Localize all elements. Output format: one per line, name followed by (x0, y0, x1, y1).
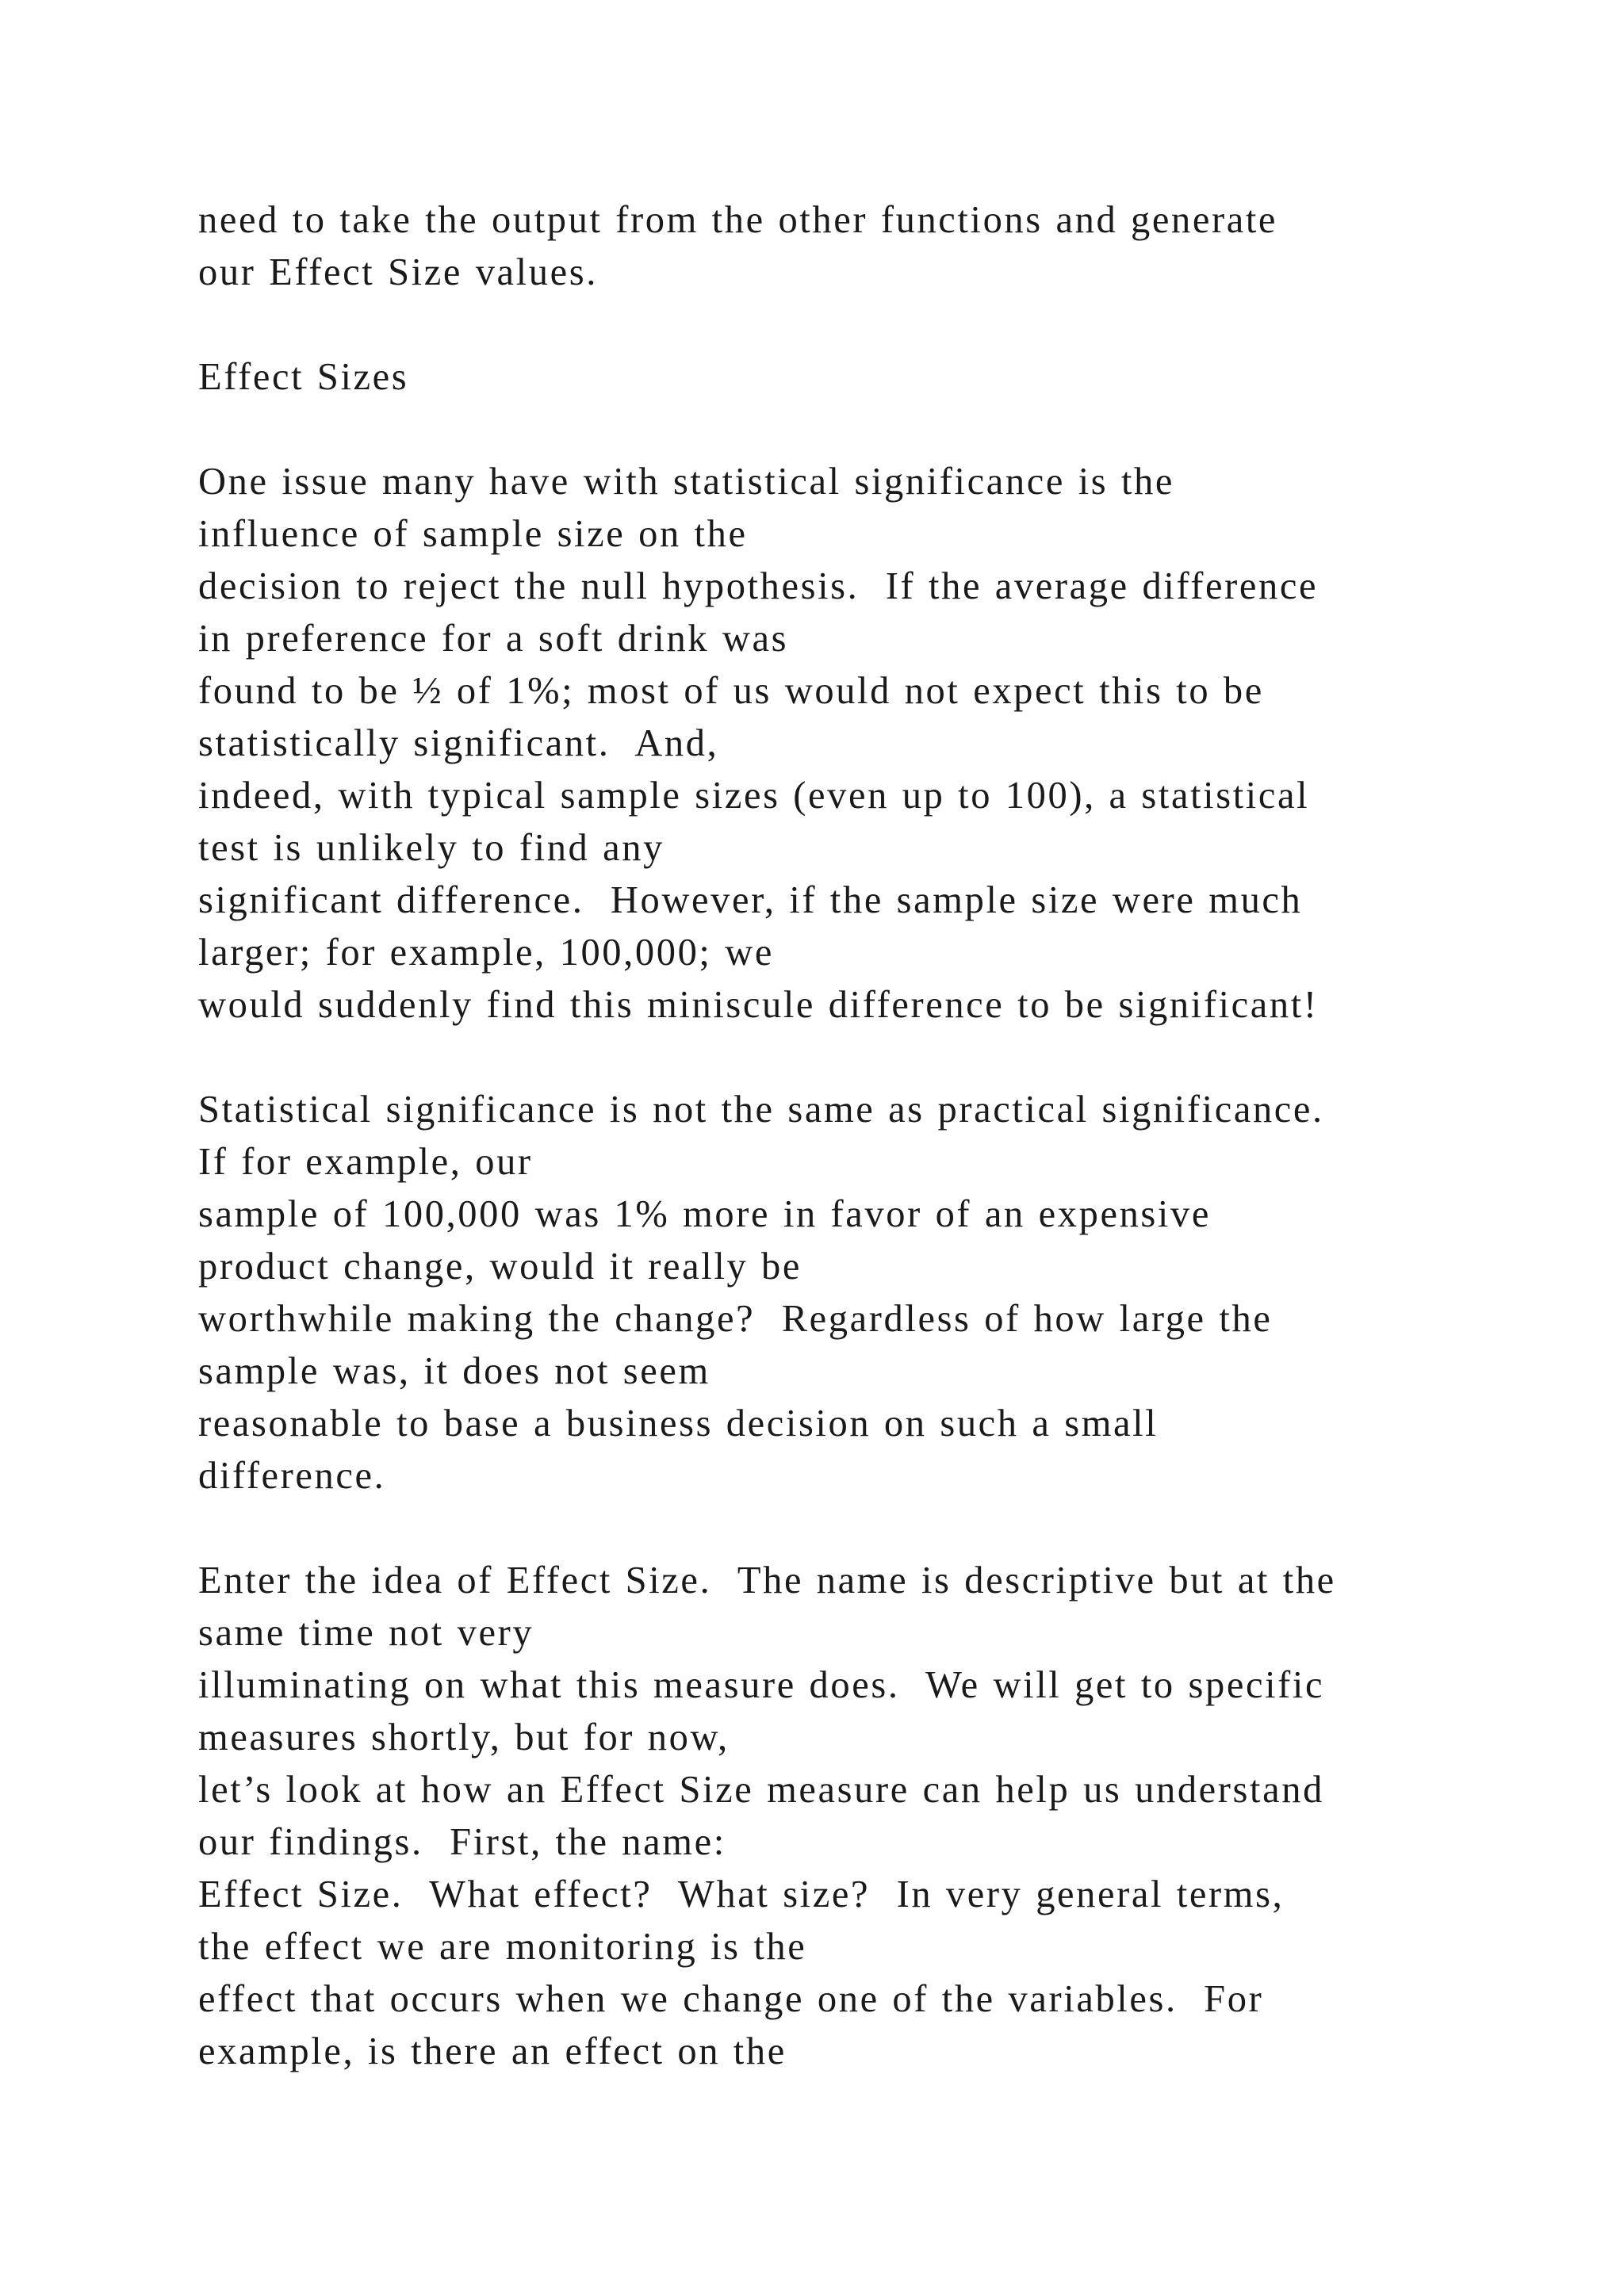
text-line: product change, would it really be (198, 1246, 802, 1288)
text-line: illuminating on what this measure does. We will get to specific (198, 1664, 1325, 1706)
text-line: Enter the idea of Effect Size. The name is descriptive but at the (198, 1559, 1336, 1601)
text-line: One issue many have with statistical significance is the (198, 461, 1175, 503)
text-line: larger; for example, 100,000; we (198, 932, 774, 974)
text-line: difference. (198, 1455, 386, 1497)
text-line: indeed, with typical sample sizes (even up to 100), a statistical (198, 775, 1310, 817)
text-line: Effect Size. What effect? What size? In very general terms, (198, 1873, 1285, 1915)
text-line: sample was, it does not seem (198, 1350, 710, 1392)
text-line: significant difference. However, if the sample size were much (198, 879, 1303, 921)
text-line: need to take the output from the other functions and generate (198, 199, 1278, 241)
paragraph-3 (198, 1555, 1507, 2078)
paragraph-spacer (198, 1502, 1507, 1555)
paragraph-spacer (198, 404, 1507, 456)
paragraph-2 (198, 1084, 1507, 1502)
text-line: found to be ½ of 1%; most of us would not expect this to be (198, 670, 1264, 712)
text-line: influence of sample size on the (198, 513, 748, 555)
text-line: in preference for a soft drink was (198, 618, 789, 660)
paragraph-spacer (198, 1031, 1507, 1084)
text-line: our Effect Size values. (198, 251, 598, 293)
text-line: our findings. First, the name: (198, 1821, 726, 1863)
text-line: let’s look at how an Effect Size measure can help us understand (198, 1769, 1324, 1811)
text-line: would suddenly find this miniscule difference to be significant! (198, 984, 1319, 1026)
text-line: Statistical significance is not the same as practical significance. (198, 1089, 1324, 1131)
text-line: If for example, our (198, 1141, 533, 1183)
text-line: test is unlikely to find any (198, 827, 665, 869)
text-line: reasonable to base a business decision on such a small (198, 1402, 1159, 1445)
paragraph-spacer (198, 299, 1507, 351)
document-body (198, 194, 1507, 2078)
text-line: the effect we are monitoring is the (198, 1926, 807, 1968)
paragraph-1 (198, 456, 1507, 1031)
heading-effect-sizes: Effect Sizes (198, 356, 409, 398)
text-line: effect that occurs when we change one of the variables. For (198, 1978, 1264, 2020)
text-line: example, is there an effect on the (198, 2030, 787, 2072)
text-line: sample of 100,000 was 1% more in favor of an expensive (198, 1193, 1211, 1235)
paragraph-intro (198, 194, 1507, 299)
text-line: same time not very (198, 1612, 534, 1654)
text-line: decision to reject the null hypothesis. If the average difference (198, 565, 1319, 607)
section-heading (198, 351, 1507, 404)
text-line: worthwhile making the change? Regardless of how large the (198, 1298, 1273, 1340)
text-line: measures shortly, but for now, (198, 1716, 730, 1758)
text-line: statistically significant. And, (198, 722, 719, 764)
